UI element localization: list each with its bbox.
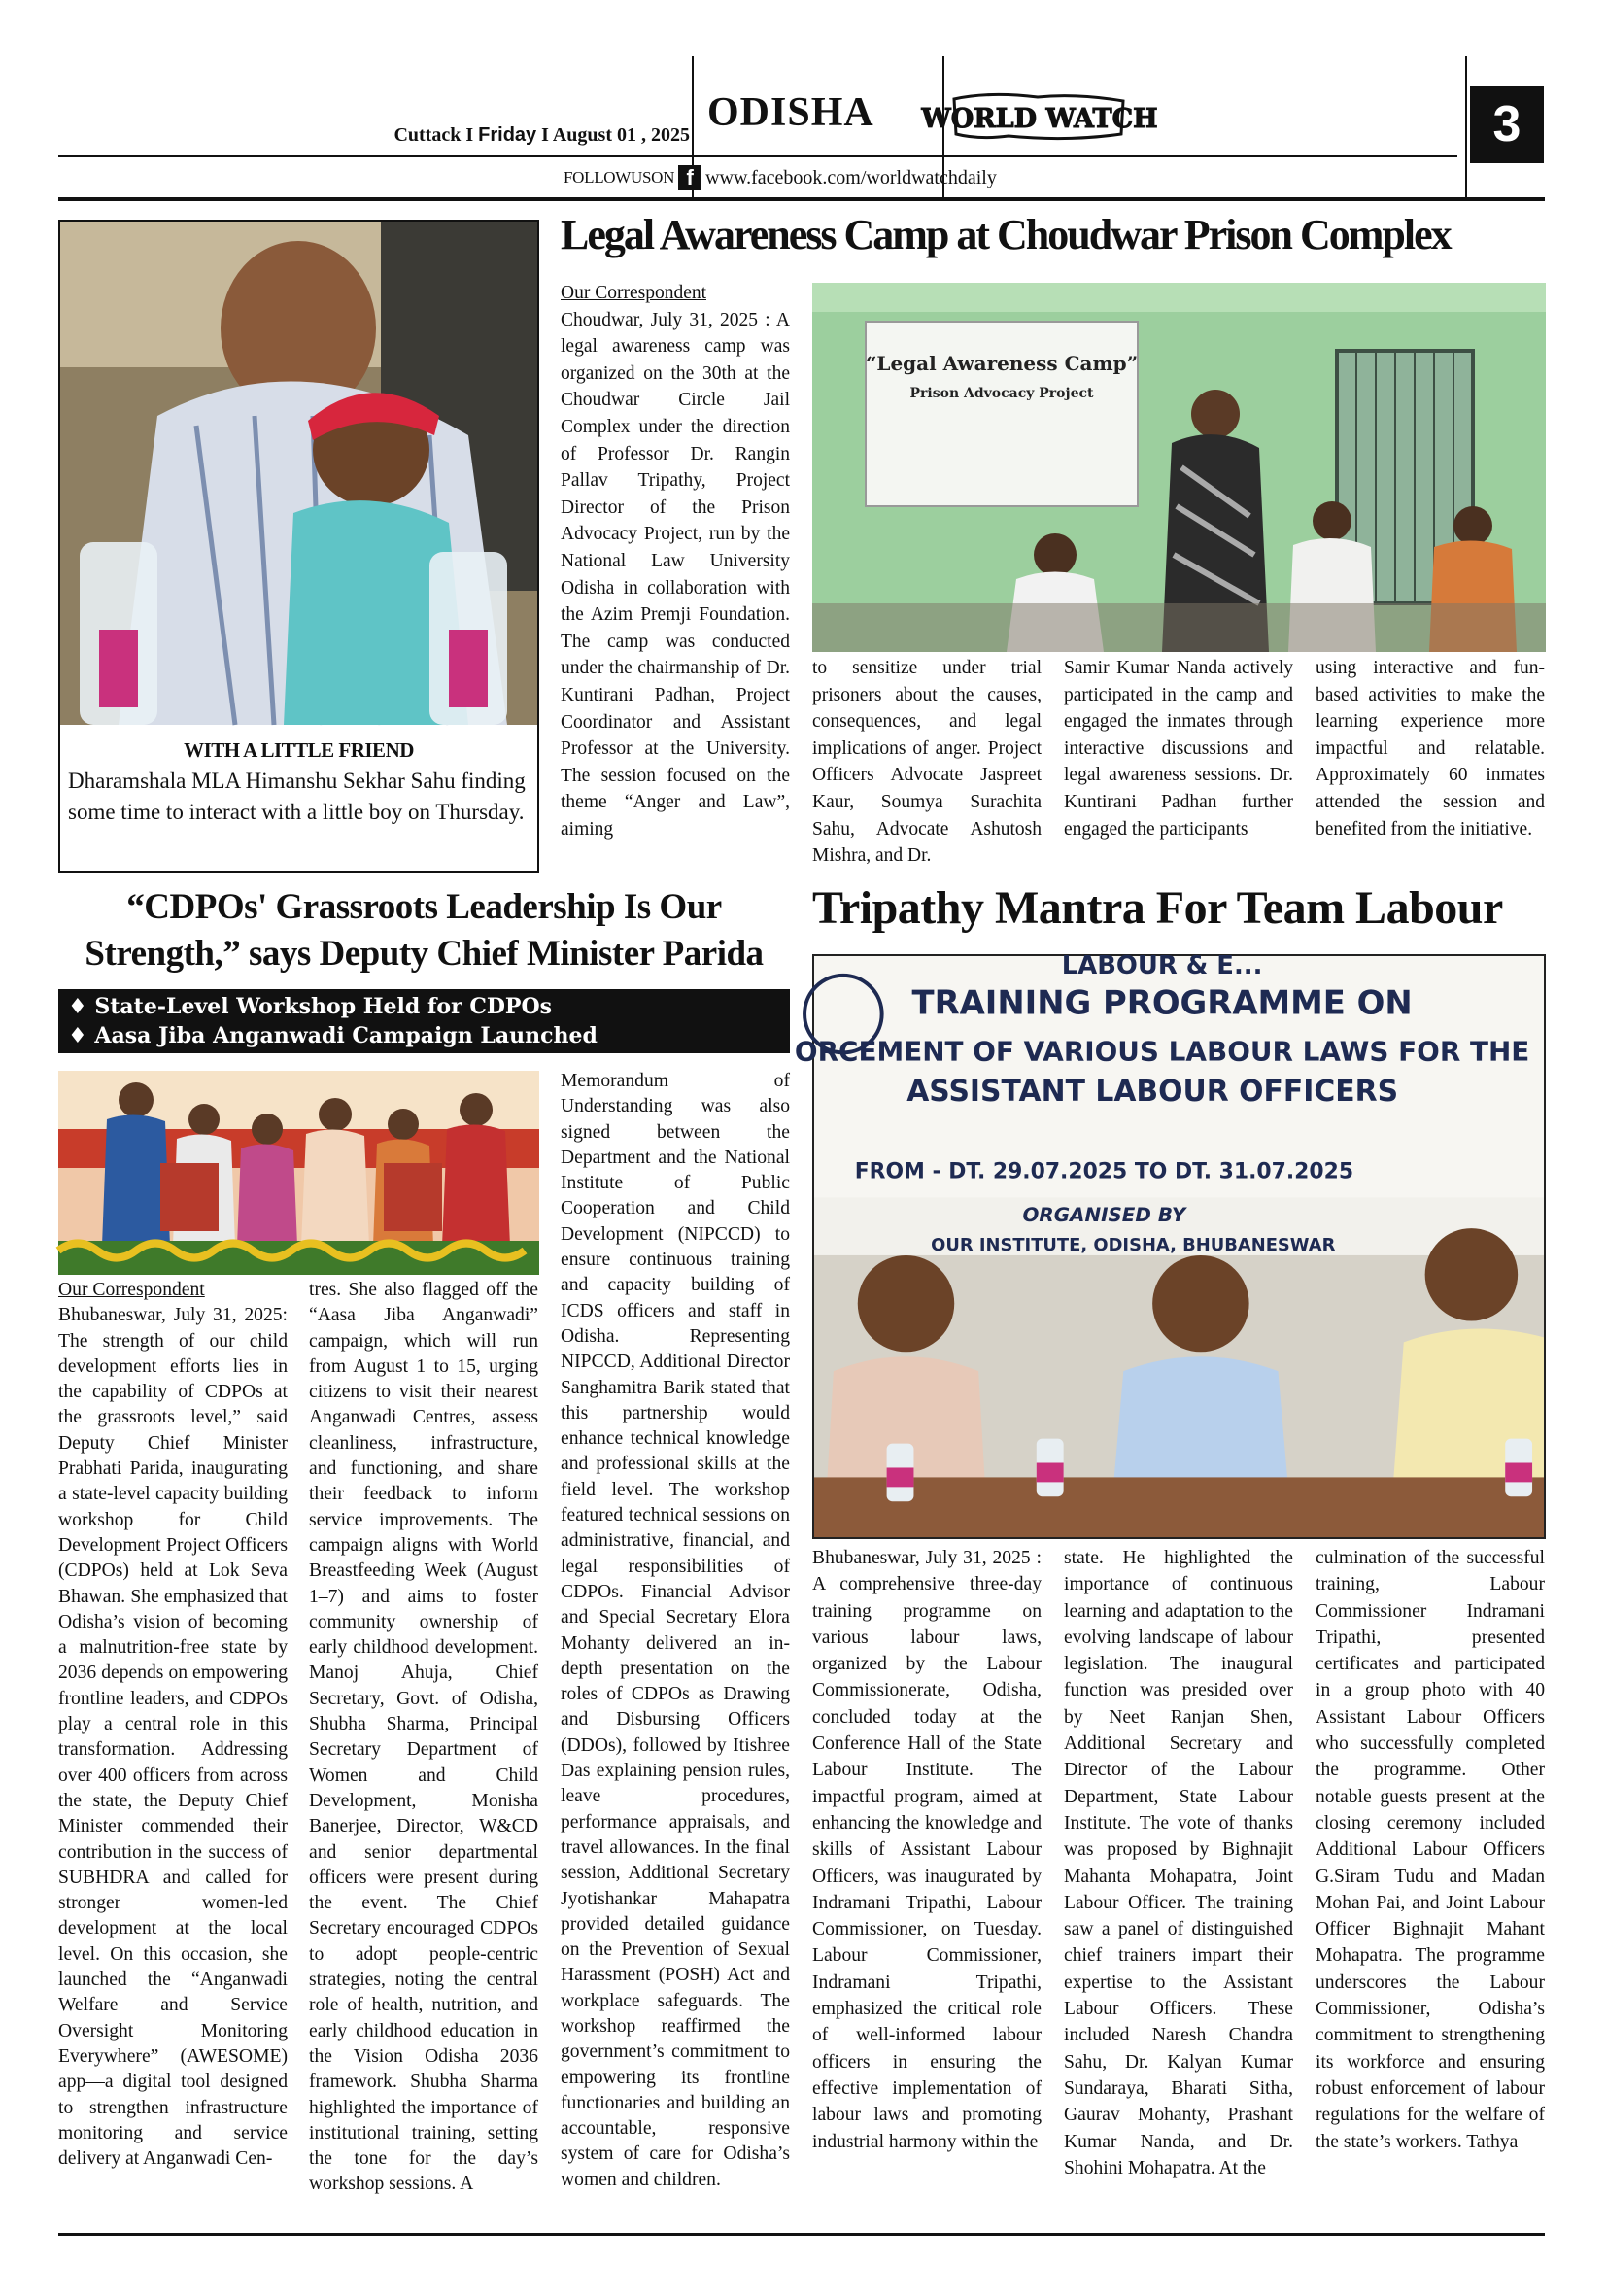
cdpo-headline-line-2: Strength,” says Deputy Chief Minister Parida: [85, 934, 764, 974]
legal-camp-photo: [812, 283, 1546, 652]
labour-banner-line-4: FROM - DT. 29.07.2025 TO DT. 31.07.2025: [854, 1159, 1354, 1184]
labour-banner-line-1: TRAINING PROGRAMME ON: [911, 983, 1413, 1022]
cdpo-body-1: Bhubaneswar, July 31, 2025: The strength of our child development efforts lies in the capability of CDPOs at the grassroots level,” said Deputy Chief Minister Prabhati Parida, inaugurating a state-level capacity building workshop for Child Development Project Officers (CDPOs) held at Lok Seva Bhawan. She emphasized that Odisha’s vision of becoming a malnutrition-free state by 2036 depends on empowering frontline leaders, and CDPOs play a central role in this transformation. Addressing over 400 officers from across the state, the Deputy Chief Minister commended their contribution in the success of SUBHDRA and called for stronger women-led development at the local level. On this occasion, she launched the “Anganwadi Welfare and Service Oversight Monitoring Everywhere” (AWESOME) app—a digital tool designed to strengthen infrastructure monitoring and service delivery at Anganwadi Cen-: [58, 1305, 288, 2170]
dateline: Cuttack I Friday I August 01 , 2025: [393, 124, 690, 146]
facebook-url-link[interactable]: www.facebook.com/worldwatchdaily: [705, 166, 997, 188]
labour-col-2: state. He highlighted the importance of continuous learning and adaptation to the evolving landscape of labour legislation. The inaugural function was presided over by Neet Ranjan Shen, Additional Secretary and Director of the Labour Department, State Labour Institute. The vote of thanks was proposed by Bighnajit Mahanta Mohapatra, Joint Labour Officer. The training saw a panel of distinguished chief trainers impart their expertise to the Assistant Labour Officers. These included Naresh Chandra Sahu, Dr. Kalyan Kumar Sundaraya, Bharati Sitha, Gaurav Mohanty, Prashant Kumar Nanda, and Dr. Shohini Mohapatra. At the: [1064, 1548, 1293, 2178]
legal-camp-banner-title: “Legal Awareness Camp”: [865, 352, 1139, 375]
cdpo-bullet-band: [58, 989, 790, 1053]
legal-camp-body-1: Choudwar, July 31, 2025 : A legal awareness camp was organized on the 30th at the Choudwar Circle Jail Complex under the direction of Professor Dr. Rangin Pallav Tripathy, Project Director of the Prison Advocacy Project, run by the National Law University Odisha in collaboration with the Azim Premji Foundation. The camp was conducted under the chairmanship of Dr. Kuntirani Padhan, Project Coordinator and Assistant Professor at the University. The session focused on the theme “Anger and Law”, aiming: [561, 309, 790, 840]
legal-camp-col-3: Samir Kumar Nanda actively participated in the camp and engaged the inmates through interactive discussions and legal awareness sessions. Dr. Kuntirani Padhan further engaged the participants: [1064, 658, 1293, 840]
photo-caption-text: Dharamshala MLA Himanshu Sekhar Sahu finding some time to interact with a little boy on Thursday.: [68, 769, 526, 824]
cdpo-bullet-1: ♦ State-Level Workshop Held for CDPOs: [68, 994, 553, 1019]
masthead-divider-3: [1465, 56, 1467, 199]
masthead-bottom-rule: [58, 197, 1545, 201]
mla-with-boy-photo: [60, 222, 537, 725]
world-watch-logo: [921, 86, 1158, 146]
logo-text: WORLD WATCH: [921, 104, 1158, 134]
facebook-icon[interactable]: f: [678, 165, 701, 190]
legal-camp-col-4: using interactive and fun-based activities to make the learning experience more impactful and relatable. Approximately 60 inmates attended the session and benefited from the initiative.: [1316, 658, 1545, 840]
legal-camp-col-2: to sensitize under trial prisoners about the causes, consequences, and legal implications of anger. Project Officers Advocate Jaspreet Kaur, Soumya Surachita Sahu, Advocate Ashutosh Mishra, and Dr.: [812, 658, 1042, 867]
masthead-rule: [58, 155, 1457, 157]
dateline-city: Cuttack: [393, 124, 462, 146]
labour-banner-line-2: ORCEMENT OF VARIOUS LABOUR LAWS FOR THE: [794, 1035, 1530, 1068]
photo-caption-heading: WITH A LITTLE FRIEND: [184, 738, 414, 762]
labour-training-photo: [794, 950, 1546, 1539]
cdpo-headline-line-1: “CDPOs' Grassroots Leadership Is Our: [126, 887, 722, 927]
dateline-date: August 01 , 2025: [552, 124, 690, 146]
cdpo-workshop-photo: [58, 1071, 539, 1275]
section-name: ODISHA: [707, 90, 874, 135]
legal-camp-headline: Legal Awareness Camp at Choudwar Prison Complex: [561, 211, 1451, 258]
legal-camp-col-1: [561, 280, 790, 842]
labour-headline: Tripathy Mantra For Team Labour: [812, 882, 1503, 934]
labour-banner-line-0: LABOUR & E...: [1061, 950, 1263, 980]
page-number: 3: [1470, 86, 1544, 163]
labour-col-1: Bhubaneswar, July 31, 2025 : A comprehensive three-day training programme on various labour laws, organized by the Labour Commissionerate, Odisha, concluded today at the Conference Hall of the State Labour Institute. The impactful program, aimed at enhancing the knowledge and skills of Assistant Labour Officers, was inaugurated by Indramani Tripathi, Labour Commissioner, on Tuesday. Labour Commissioner, Indramani Tripathi, emphasized the critical role of well-informed labour officers in ensuring the effective implementation of labour laws and promoting industrial harmony within the: [812, 1548, 1042, 2152]
legal-camp-byline: Our Correspondent: [561, 283, 707, 303]
follow-us-bar: [564, 165, 997, 190]
cdpo-byline: Our Correspondent: [58, 1280, 205, 1300]
labour-col-3: culmination of the successful training, Labour Commissioner Indramani Tripathi, presented certificates and participated in a group photo with 40 Assistant Labour Officers who successfully completed the programme. Other notable guests present at the closing ceremony included Additional Labour Officers G.Siram Tudu and Madan Mohan Pai, and Joint Labour Officer Bighnajit Mahant Mohapatra. The programme underscores the Labour Commissioner, Odisha’s commitment to strengthening its workforce and ensuring robust enforcement of labour regulations for the welfare of the state’s workers. Tathya: [1316, 1548, 1545, 2152]
labour-banner-line-6: OUR INSTITUTE, ODISHA, BHUBANESWAR: [931, 1234, 1336, 1255]
cdpo-bullet-2: ♦ Aasa Jiba Anganwadi Campaign Launched: [68, 1023, 598, 1048]
legal-camp-banner-subtitle: Prison Advocacy Project: [909, 386, 1094, 401]
dateline-day: Friday: [478, 124, 537, 146]
cdpo-col-1: [58, 1278, 288, 2172]
page-bottom-rule: [58, 2233, 1545, 2236]
cdpo-col-3: Memorandum of Understanding was also signed between the Department and the National Institute of Public Cooperation and Child Development (NIPCCD) to ensure continuous training and capacity building of ICDS officers and staff in Odisha. Representing NIPCCD, Additional Director Sanghamitra Barik stated that this partnership would enhance technical knowledge and professional skills at the field level. The workshop featured technical sessions on administrative, financial, and legal responsibilities of CDPOs. Financial Advisor and Special Secretary Elora Mohanty delivered an in-depth presentation on the roles of CDPOs as Drawing and Disbursing Officers (DDOs), followed by Itishree Das explaining pension rules, leave procedures, performance appraisals, and travel allowances. In the final session, Additional Secretary Jyotishankar Mahapatra provided detailed guidance on the Prevention of Sexual Harassment (POSH) Act and workplace safeguards. The workshop reaffirmed the government’s commitment to empowering its frontline functionaries and building an accountable, responsive system of care for Odisha’s women and children.: [561, 1071, 790, 2190]
follow-us-label: FOLLOWUSON: [564, 168, 675, 187]
labour-banner-line-3: ASSISTANT LABOUR OFFICERS: [906, 1075, 1399, 1109]
labour-banner-line-5: ORGANISED BY: [1022, 1204, 1186, 1227]
cdpo-col-2: tres. She also flagged off the “Aasa Jiba Anganwadi” campaign, which will run from August 1 to 15, urging citizens to visit their nearest Anganwadi Centres, assess cleanliness, infrastructure, and functioning, and share their feedback to inform service improvements. The campaign aligns with World Breastfeeding Week (August 1–7) and aims to foster community ownership of early childhood development. Manoj Ahuja, Chief Secretary, Govt. of Odisha, Shubha Sharma, Principal Secretary Department of Women and Child Development, Monisha Banerjee, Director, W&CD and senior departmental officers were present during the event. The Chief Secretary encouraged CDPOs to adopt people-centric strategies, noting the central role of health, nutrition, and early childhood education in the Vision Odisha 2036 framework. Shubha Sharma highlighted the importance of institutional training, setting the tone for the day’s workshop sessions. A: [309, 1280, 538, 2195]
